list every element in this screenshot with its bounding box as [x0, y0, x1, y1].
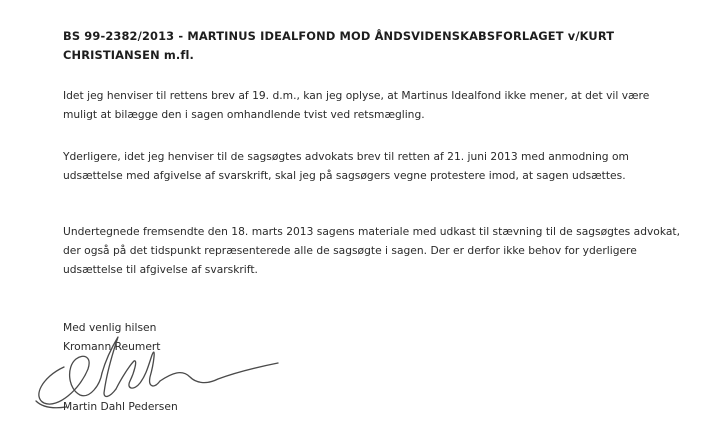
closing-greeting: Med venlig hilsen — [63, 321, 157, 334]
case-heading: BS 99-2382/2013 - MARTINUS IDEALFOND MOD ÅNDSVIDENSKABSFORLAGET v/KURT CHRISTIANSEN m.fl. — [63, 29, 615, 62]
signer-name: Martin Dahl Pedersen — [63, 400, 178, 413]
signature-stroke — [36, 401, 66, 408]
paragraph-postponement-protest: Yderligere, idet jeg henviser til de sagsøgtes advokats brev til retten af 21. juni 2013 med anmodning om udsættelse med afgivelse af svarskrift, skal jeg på sagsøgers vegne protestere imod, at sagen udsættes. — [63, 150, 629, 182]
closing-block — [63, 318, 160, 356]
signature-stroke — [116, 352, 160, 389]
signature-stroke — [160, 363, 278, 383]
paragraph-mediation: Idet jeg henviser til rettens brev af 19. d.m., kan jeg oplyse, at Martinus Idealfond ikke mener, at det vil være muligt at bilægge den i sagen omhandlende tvist ved retsmægling. — [63, 89, 650, 121]
paragraph-material-sent: Undertegnede fremsendte den 18. marts 2013 sagens materiale med udkast til stævning til de sagsøgtes advokat, der også på det tidspunkt repræsenterede alle de sagsøgte i sagen. Der er derfor ikke behov for yderligere udsættelse til afgivelse af svarskrift. — [63, 225, 680, 276]
closing-firm: Kromann Reumert — [63, 340, 161, 353]
